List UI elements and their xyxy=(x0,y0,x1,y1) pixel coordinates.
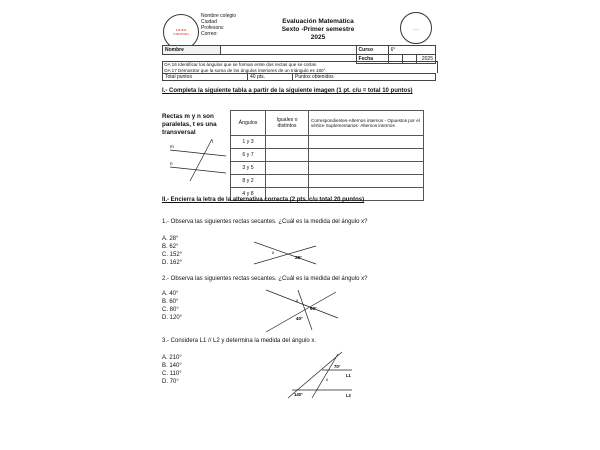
option-c[interactable]: C. 152° xyxy=(162,252,183,258)
secant-line-1 xyxy=(254,242,316,264)
table-row xyxy=(231,136,424,149)
school-name: Nombre colegio xyxy=(201,13,237,19)
section1-statement: Rectas m y n son paralelas, t es una transversal xyxy=(162,113,217,136)
option-d[interactable]: D. 70° xyxy=(162,379,179,385)
option-b[interactable]: B. 140° xyxy=(162,363,182,369)
question-2: 2.- Observa las siguientes rectas secantes. ¿Cuál es la medida del ángulo x? xyxy=(162,276,368,282)
line-m xyxy=(170,150,226,156)
total-points-value: 40 pts. xyxy=(248,74,293,81)
option-c[interactable]: C. 80° xyxy=(162,307,179,313)
logo-line1: LICEO xyxy=(175,28,187,32)
secant-line-2 xyxy=(266,290,338,318)
option-b[interactable]: B. 62° xyxy=(162,244,179,250)
fecha-year: 2025 xyxy=(417,55,436,64)
answer-cell[interactable] xyxy=(266,136,309,149)
col-iguales: Iguales o distintos xyxy=(266,111,309,136)
answer-cell[interactable] xyxy=(266,149,309,162)
transversal-2 xyxy=(312,354,338,398)
secant-line-2 xyxy=(254,246,316,264)
answer-cell[interactable] xyxy=(309,149,424,162)
title-line1: Evaluación Matemática xyxy=(282,18,354,25)
option-a[interactable]: A. 28° xyxy=(162,236,179,242)
parallel-lines-figure xyxy=(168,137,228,182)
title-line3: 2025 xyxy=(310,34,326,41)
table-row xyxy=(231,149,424,162)
line-n xyxy=(170,167,226,173)
line-t xyxy=(190,139,212,181)
angle-pair: 1 y 3 xyxy=(231,136,266,149)
seal-text: ...... xyxy=(412,25,420,31)
col-tipo: Correspondientes-Alternos internos - Opuestos por el vértice Suplementarios- Alternos internos xyxy=(309,111,424,136)
option-a[interactable]: A. 210° xyxy=(162,355,182,361)
school-city: Ciudad xyxy=(201,19,217,25)
question-3: 3.- Considera L1 // L2 y determina la medida del ángulo x. xyxy=(162,338,317,344)
section1-title: I.- Completa la siguiente tabla a partir de la siguiente imagen (1 pt. c/u = total 10 puntos) xyxy=(162,88,413,94)
section2-title: II.- Encierra la letra de la alternativa correcta (2 pts. c/u total 20 puntos) xyxy=(162,197,365,203)
exam-title xyxy=(268,18,368,42)
label-x: x xyxy=(296,298,299,303)
school-email: Correo: xyxy=(201,31,218,37)
label-angle-60: 60° xyxy=(310,306,317,311)
label-l2: L2 xyxy=(346,393,351,398)
answer-cell[interactable] xyxy=(309,162,424,175)
curso-label: Curso xyxy=(356,46,388,55)
question-1-options xyxy=(162,235,182,267)
answer-cell[interactable] xyxy=(309,136,424,149)
answer-cell[interactable] xyxy=(266,175,309,188)
label-angle-40: 40° xyxy=(296,316,303,321)
option-b[interactable]: B. 60° xyxy=(162,299,179,305)
curso-value[interactable]: 6° xyxy=(388,46,435,55)
question-3-figure xyxy=(282,350,362,400)
label-angle: 28° xyxy=(295,255,302,260)
label-x: x xyxy=(326,377,329,382)
table-row xyxy=(231,162,424,175)
total-points-label: Total puntos xyxy=(163,74,248,81)
question-3-options xyxy=(162,354,182,386)
angle-pair: 3 y 5 xyxy=(231,162,266,175)
question-2-figure xyxy=(262,286,342,336)
nombre-field[interactable] xyxy=(221,46,356,55)
nombre-label: Nombre xyxy=(163,46,221,55)
obtained-points-label: Puntos obtenidos xyxy=(293,74,436,81)
angle-table xyxy=(230,110,424,201)
title-line2: Sexto -Primer semestre xyxy=(281,26,355,33)
col-angulos: Ángulos xyxy=(231,111,266,136)
school-info xyxy=(201,13,236,37)
label-t: t xyxy=(212,139,214,144)
question-1-figure xyxy=(250,236,320,270)
points-table xyxy=(162,73,436,81)
option-a[interactable]: A. 40° xyxy=(162,291,179,297)
question-1: 1.- Observa las siguientes rectas secantes. ¿Cuál es la medida del ángulo x? xyxy=(162,219,368,225)
answer-cell[interactable] xyxy=(309,175,424,188)
fecha-label: Fecha xyxy=(356,55,388,64)
option-d[interactable]: D. 162° xyxy=(162,260,183,266)
seal-circle xyxy=(400,12,432,44)
question-2-options xyxy=(162,290,182,322)
angle-pair: 6 y 7 xyxy=(231,149,266,162)
objectives xyxy=(162,61,438,73)
table-row xyxy=(231,175,424,188)
label-x: x xyxy=(272,250,275,255)
label-angle-70: 70° xyxy=(334,364,341,369)
label-angle-140: 140° xyxy=(294,392,303,397)
option-c[interactable]: C. 110° xyxy=(162,371,182,377)
label-m: m xyxy=(170,144,174,149)
objective-16: OA 16 Identificar los ángulos que se forman entre dos rectas que se cortan xyxy=(164,62,317,67)
option-d[interactable]: D. 120° xyxy=(162,315,183,321)
label-n: n xyxy=(170,161,173,166)
angle-pair: 8 y 2 xyxy=(231,175,266,188)
label-l1: L1 xyxy=(346,373,351,378)
logo-line2: COLEGIO xyxy=(173,32,189,36)
answer-cell[interactable] xyxy=(266,162,309,175)
objective-17: OA 17 Demostrar que la suma de los ángulos interiores de un triángulo es 180°. xyxy=(164,67,327,73)
angle-pair: 4 y 8 xyxy=(231,188,266,201)
school-teacher: Profesora: xyxy=(201,25,225,31)
